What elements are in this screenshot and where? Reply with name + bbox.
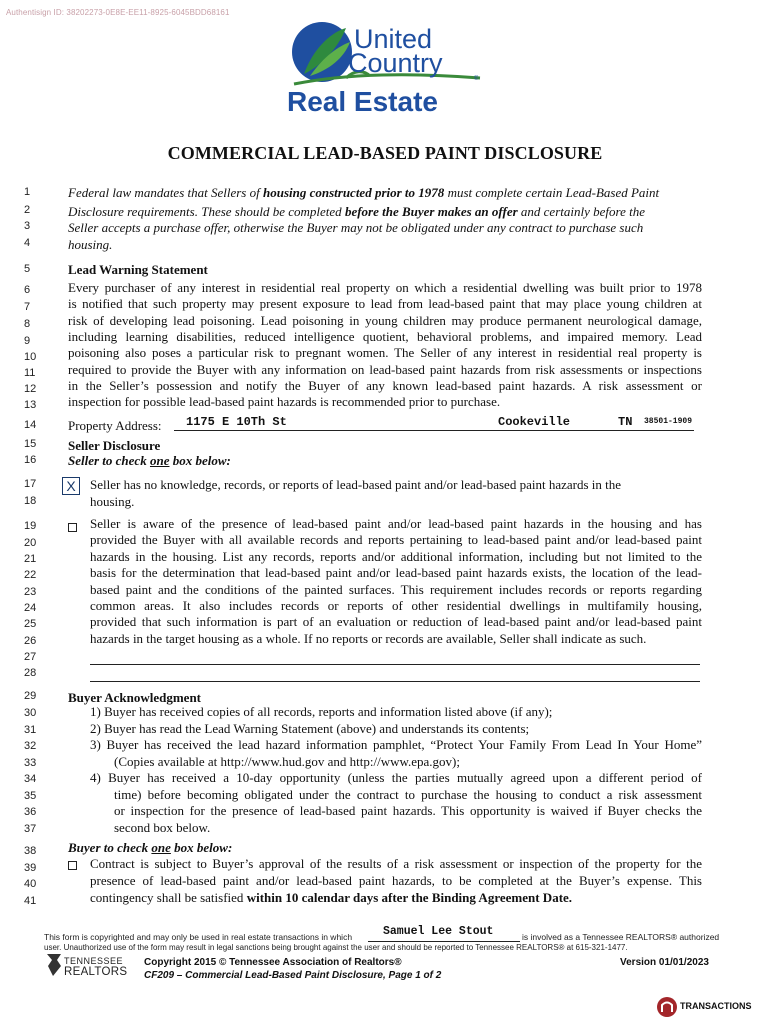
line-number: 31 [24, 724, 37, 736]
buyer-option-line-1: Contract is subject to Buyer’s approval of the results of a risk assessment or inspection of the property for the [90, 856, 702, 871]
intro-line-1: Federal law mandates that Sellers of housing constructed prior to 1978 must complete certain Lead-Based Paint [68, 185, 660, 200]
seller-option-2-line: provided the Buyer with all available records and reports pertaining to lead-based paint and/or lead-based paint [90, 532, 702, 548]
transactions-logo-icon [656, 996, 678, 1018]
transactions-label: TRANSACTIONS [680, 1001, 752, 1011]
line-number: 41 [24, 895, 37, 907]
line-number: 37 [24, 823, 37, 835]
seller-no-knowledge-checkbox[interactable]: X [62, 477, 80, 495]
tennessee-realtors-icon [44, 952, 64, 978]
seller-option-2-line: hazards in the housing. List any records, reports and/or additional information, including but not limited to the [90, 548, 702, 564]
buyer-acknowledgment-item: 2) Buyer has read the Lead Warning Statement (above) and understands its contents; [90, 720, 530, 736]
line-number: 16 [24, 454, 37, 466]
lead-warning-line: including learning disabilities, reduced intelligence quotient, behavioral problems, and impaired memory. Lead [68, 328, 702, 344]
footer-version: Version 01/01/2023 [620, 957, 709, 968]
logo-real-estate: Real Estate [287, 86, 438, 116]
seller-disclosure-heading: Seller Disclosure [68, 438, 161, 453]
lead-warning-line: in the Seller’s possession and notify the Buyer of any known lead-based paint hazards. A risk assessment or [68, 377, 702, 393]
buyer-option-line-2: presence of lead-based paint and/or lead-based paint hazards, to be completed at the Buyer’s expense. This [90, 873, 702, 888]
line-number: 8 [24, 318, 31, 330]
line-number: 7 [24, 301, 31, 313]
property-city[interactable]: Cookeville [498, 415, 571, 429]
line-number: 18 [24, 495, 37, 507]
intro-line-4: housing. [68, 237, 113, 252]
line-number: 39 [24, 862, 37, 874]
line-number: 25 [24, 618, 37, 630]
line-number: 26 [24, 635, 37, 647]
licensee-name: Samuel Lee Stout [383, 925, 494, 938]
buyer-acknowledgment-item: (Copies available at http://www.hud.gov and http://www.epa.gov); [114, 753, 460, 769]
seller-option-2-line: Seller is aware of the presence of lead-based paint and/or lead-based paint hazards in the housing and has [90, 516, 702, 531]
property-zip[interactable]: 38501-1909 [644, 417, 693, 426]
line-number: 3 [24, 220, 31, 232]
line-number: 15 [24, 438, 37, 450]
lead-warning-line: required to provide the Buyer with any information on lead-based paint hazards from risk assessments or inspections [68, 361, 702, 377]
line-number: 30 [24, 707, 37, 719]
seller-option-1-line-1: Seller has no knowledge, records, or reports of lead-based paint and/or lead-based paint hazards in the [90, 477, 622, 492]
seller-option-2-line: basis for the determination that lead-based paint and/or lead-based paint hazards exists, the location of the lead- [90, 565, 702, 581]
buyer-contingency-checkbox[interactable] [68, 861, 77, 870]
footer-copyright-notice-c: user. Unauthorized use of the form may result in legal sanctions being brought against the user and should be reported to Tennessee REALTORS® at 615-321-1477. [44, 943, 628, 952]
seller-option-2-line: based paint and the conditions of the painted surfaces. This requirement includes records or reports regarding [90, 581, 702, 597]
line-number: 13 [24, 399, 37, 411]
footer-copyright-notice-b: is involved as a Tennessee REALTORS® authorized [522, 932, 720, 942]
page-title: COMMERCIAL LEAD-BASED PAINT DISCLOSURE [167, 143, 603, 163]
footer-copyright-notice-a: This form is copyrighted and may only be used in real estate transactions in which [44, 932, 353, 942]
seller-option-2-line: hazards in the target housing as a whole. If no reports or records are available, Seller shall indicate as such. [90, 630, 647, 646]
united-country-logo [284, 16, 484, 116]
buyer-acknowledgment-heading: Buyer Acknowledgment [68, 690, 202, 705]
line-number: 32 [24, 740, 37, 752]
logo-reg: ® [474, 76, 479, 82]
lead-warning-line: Every purchaser of any interest in residential real property on which a residential dwelling was built prior to 1978 [68, 280, 702, 295]
buyer-acknowledgment-item: or inspection for the presence of lead-based paint hazards. This opportunity is waived if Buyer checks the [114, 803, 702, 818]
buyer-acknowledgment-item: 4) Buyer has received a 10-day opportunity (unless the parties mutually agreed upon a different period of [90, 770, 702, 785]
line-number: 21 [24, 553, 37, 565]
line-number: 24 [24, 602, 37, 614]
property-street[interactable]: 1175 E 10Th St [186, 415, 287, 429]
line-number: 27 [24, 651, 37, 663]
line-number: 34 [24, 773, 37, 785]
line-number: 36 [24, 806, 37, 818]
line-number: 17 [24, 478, 37, 490]
buyer-acknowledgment-item: time) before becoming obligated under the contract to purchase the housing to conduct a risk assessment [114, 786, 702, 802]
buyer-option-line-3: contingency shall be satisfied within 10 calendar days after the Binding Agreement Date. [90, 890, 573, 905]
line-number: 9 [24, 335, 31, 347]
line-number: 38 [24, 845, 37, 857]
line-number: 23 [24, 586, 37, 598]
line-number: 5 [24, 263, 31, 275]
line-number: 40 [24, 878, 37, 890]
line-number: 22 [24, 569, 37, 581]
property-address-underline [174, 430, 694, 431]
logo-united: United [354, 24, 433, 54]
footer-copyright: Copyright 2015 © Tennessee Association of Realtors® [144, 957, 402, 968]
property-address-label: Property Address: [68, 418, 162, 433]
line-number: 6 [24, 284, 31, 296]
line-number: 1 [24, 186, 31, 198]
buyer-acknowledgment-item: 3) Buyer has received the lead hazard information pamphlet, “Protect Your Family From Lead In Your Home” [90, 737, 702, 752]
intro-line-2: Disclosure requirements. These should be completed before the Buyer makes an offer and certainly before the [68, 204, 645, 219]
authentisign-id: Authentisign ID: 38202273-0E8E-EE11-8925-6045BDD68161 [6, 8, 230, 17]
tn-realtors-line-1: TENNESSEE [64, 956, 124, 966]
seller-instructions: Seller to check one box below: [68, 453, 231, 468]
buyer-acknowledgment-item: second box below. [114, 819, 211, 835]
line-number: 29 [24, 690, 37, 702]
line-number: 19 [24, 520, 37, 532]
buyer-instructions: Buyer to check one box below: [68, 840, 233, 855]
intro-line-3: Seller accepts a purchase offer, otherwise the Buyer may not be obligated under any contract to purchase such [68, 220, 644, 235]
line-number: 33 [24, 757, 37, 769]
line-number: 10 [24, 351, 37, 363]
line-number: 14 [24, 419, 37, 431]
footer-form-id: CF209 – Commercial Lead-Based Paint Disclosure, Page 1 of 2 [144, 970, 442, 981]
lead-warning-line: risk of developing lead poisoning. Lead poisoning in young children may produce permanent neurological damage, [68, 312, 702, 328]
lead-warning-heading: Lead Warning Statement [68, 262, 208, 277]
line-number: 11 [24, 367, 36, 379]
line-number: 20 [24, 537, 37, 549]
licensee-underline [368, 941, 520, 942]
line-number: 35 [24, 790, 37, 802]
line-number: 12 [24, 383, 37, 395]
line-number: 4 [24, 237, 31, 249]
seller-option-2-line: provided that such information is part of an evaluation or reduction of lead-based paint and/or lead-based paint [90, 614, 702, 630]
logo-country: Country [348, 48, 443, 78]
seller-option-2-line: common areas. It also includes records or reports of other residential dwellings in multifamily housing, [90, 598, 702, 613]
property-state[interactable]: TN [618, 415, 633, 429]
buyer-acknowledgment-item: 1) Buyer has received copies of all records, reports and information listed above (if any); [90, 704, 553, 719]
seller-aware-checkbox[interactable] [68, 523, 77, 532]
records-blank-line-2[interactable] [90, 681, 700, 682]
lead-warning-line: poisoning also poses a particular risk to pregnant women. The Seller of any interest in residential real property is [68, 345, 702, 361]
records-blank-line-1[interactable] [90, 664, 700, 665]
tn-realtors-line-2: REALTORS [64, 966, 128, 978]
lead-warning-line: inspection for possible lead-based paint hazards is recommended prior to purchase. [68, 394, 501, 410]
lead-warning-line: is notified that such property may present exposure to lead from lead-based paint that may place young children at [68, 296, 702, 312]
seller-option-1-line-2: housing. [90, 494, 135, 509]
line-number: 28 [24, 667, 37, 679]
line-number: 2 [24, 204, 31, 216]
